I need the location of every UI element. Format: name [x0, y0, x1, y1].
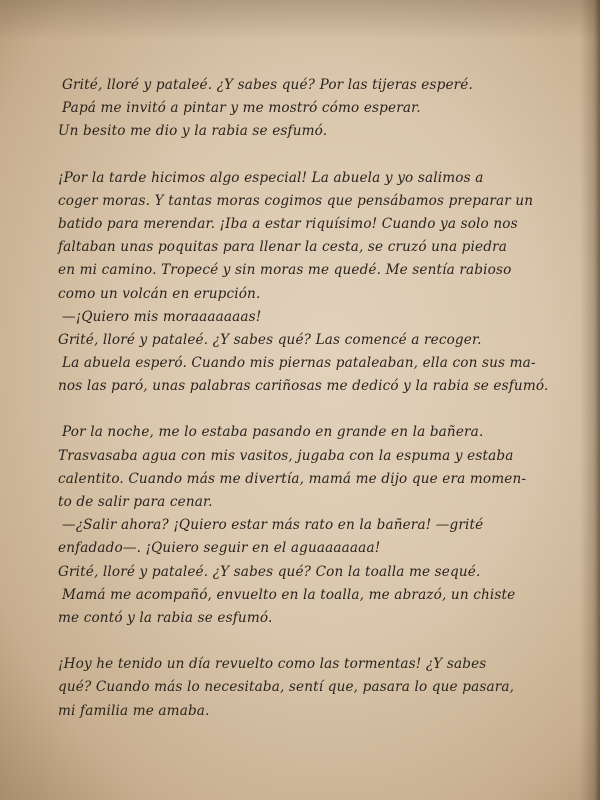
text-line: qué? Cuando más lo necesitaba, sentí que, pasara lo que pasara,: [58, 679, 515, 696]
text-line: batido para merendar. ¡Iba a estar riquísimo! Cuando ya solo nos: [58, 215, 518, 232]
text-line: —¿Salir ahora? ¡Quiero estar más rato en la bañera! —grité: [62, 517, 484, 534]
page-shadow: [0, 0, 600, 40]
text-line: ¡Hoy he tenido un día revuelto como las tormentas! ¿Y sabes: [58, 656, 487, 673]
story-text: [58, 74, 578, 723]
text-line: calentito. Cuando más me divertía, mamá me dijo que era momen-: [58, 470, 527, 487]
paragraph-4: [58, 653, 578, 723]
text-line: La abuela esperó. Cuando mis piernas pataleaban, ella con sus ma-: [62, 355, 536, 372]
paragraph-gap: [58, 144, 578, 167]
text-line: Papá me invitó a pintar y me mostró cómo esperar.: [62, 100, 421, 117]
paragraph-1: [58, 74, 578, 144]
text-line: faltaban unas poquitas para llenar la cesta, se cruzó una piedra: [58, 239, 507, 256]
text-line: Un besito me dio y la rabia se esfumó.: [58, 123, 328, 140]
text-line: Grité, lloré y pataleé. ¿Y sabes qué? Con la toalla me sequé.: [58, 563, 481, 580]
text-line: me contó y la rabia se esfumó.: [58, 609, 273, 626]
text-line: como un volcán en erupción.: [58, 285, 261, 302]
text-line: en mi camino. Tropecé y sin moras me quedé. Me sentía rabioso: [58, 262, 512, 279]
text-line: to de salir para cenar.: [58, 494, 213, 510]
text-line: Trasvasaba agua con mis vasitos, jugaba con la espuma y estaba: [58, 447, 514, 464]
text-line: Mamá me acompañó, envuelto en la toalla, me abrazó, un chiste: [62, 586, 516, 603]
paragraph-gap: [58, 398, 578, 421]
text-line: Grité, lloré y pataleé. ¿Y sabes qué? Las comencé a recoger.: [58, 331, 482, 348]
paragraph-2: [58, 167, 578, 399]
text-line: mi familia me amaba.: [58, 702, 210, 719]
text-line: Por la noche, me lo estaba pasando en grande en la bañera.: [62, 424, 484, 441]
text-line: enfadado—. ¡Quiero seguir en el aguaaaaaaa!: [58, 540, 381, 557]
text-line: ¡Por la tarde hicimos algo especial! La abuela y yo salimos a: [58, 169, 484, 186]
text-line: nos las paró, unas palabras cariñosas me dedicó y la rabia se esfumó.: [58, 378, 549, 395]
text-line: Grité, lloré y pataleé. ¿Y sabes qué? Por las tijeras esperé.: [62, 77, 473, 93]
paragraph-gap: [58, 630, 578, 653]
page-edge: [580, 0, 600, 800]
text-line: —¡Quiero mis moraaaaaaas!: [62, 308, 262, 325]
text-line: coger moras. Y tantas moras cogimos que pensábamos preparar un: [58, 192, 534, 209]
paragraph-3: [58, 421, 578, 630]
